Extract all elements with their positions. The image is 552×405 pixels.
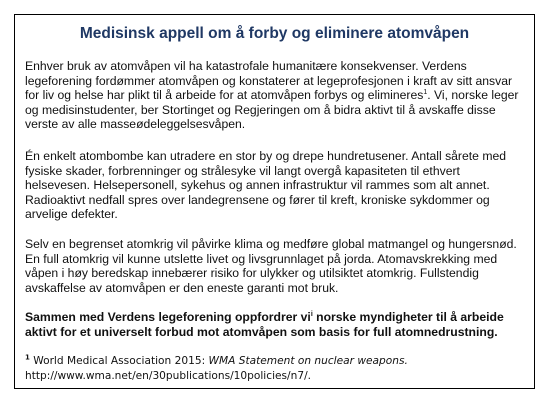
footnote-text: World Medical Association 2015: bbox=[29, 355, 209, 367]
page-title: Medisinsk appell om å forby og eliminere atomvåpen bbox=[79, 25, 470, 42]
paragraph-2-line-1: Én enkelt atombombe kan utradere en stor by og drepe hundretusener. Antall sårete med bbox=[25, 149, 507, 163]
footnote-title: WMA Statement on nuclear weapons. bbox=[208, 355, 408, 367]
footnote-url: http://www.wma.net/en/30publications/10policies/n7/. bbox=[25, 370, 312, 382]
paragraph-2-line-2: fysiske skader, forbrenninger og strålesyke vil langt overgå kapasiteten til ethvert bbox=[25, 163, 460, 178]
paragraph-4-line-1-tail: norske myndigheter til å arbeide bbox=[312, 310, 504, 324]
paragraph-4-line-2: aktivt for et universelt forbud mot atomvåpen som basis for full atomnedrustning. bbox=[25, 324, 498, 339]
footnote-marker: 1 bbox=[25, 353, 30, 362]
paragraph-1 bbox=[25, 59, 529, 132]
footnote-line-1 bbox=[25, 354, 529, 369]
paragraph-2 bbox=[25, 149, 529, 222]
paragraph-4-line-1-head: Sammen med Verdens legeforening oppfordrer vi bbox=[25, 310, 311, 324]
paragraph-1-line-3-text: for liv og helse har plikt til å arbeide for at atomvåpen forbys og elimineres bbox=[25, 88, 424, 103]
footnote bbox=[25, 354, 529, 384]
paragraph-2-line-3: helsevesen. Helsepersonell, sykehus og annen infrastruktur vil rammes som alt annet. bbox=[25, 178, 490, 193]
paragraph-4-call-to-action bbox=[25, 310, 529, 339]
paragraph-2-line-5: arvelige defekter. bbox=[25, 207, 118, 222]
paragraph-3-line-3: våpen i høy beredskap innebærer risiko for ulykker og utilsiktet atomkrig. Fullstendig bbox=[25, 266, 479, 281]
paragraph-2-line-4: Radioaktivt nedfall spres over landegrensene og fører til kreft, kroniske sykdommer og bbox=[25, 192, 490, 207]
paragraph-1-line-4: og medisinstudenter, ber Stortinget og Regjeringen om å bidra aktivt til å avskaffe disse bbox=[25, 102, 496, 117]
paragraph-1-line-1: Enhver bruk av atomvåpen vil ha katastrofale humanitære konsekvenser. Verdens bbox=[25, 59, 467, 73]
paragraph-4-line-1 bbox=[25, 310, 529, 325]
paragraph-1-line-5: verste av alle masseødeleggelsesvåpen. bbox=[25, 117, 246, 132]
paragraph-1-line-3-tail: . Vi, norske leger bbox=[427, 88, 519, 103]
paragraph-3-line-2: En full atomkrig vil kunne utslette livet og livsgrunnlaget på jorda. Atomavskrekking med bbox=[25, 251, 498, 266]
paragraph-3 bbox=[25, 237, 529, 295]
paragraph-3-line-1: Selv en begrenset atomkrig vil påvirke klima og medføre global matmangel og hungersnød. bbox=[25, 237, 517, 251]
footnote-reference: 1 bbox=[423, 89, 428, 97]
footnote-reference-i: i bbox=[310, 310, 313, 318]
paragraph-1-line-3 bbox=[25, 88, 529, 103]
paragraph-1-line-2: legeforening fordømmer atomvåpen og konstaterer at legeprofesjonen i kraft av sitt ansvar bbox=[25, 73, 513, 88]
paragraph-3-line-4: avskaffelse av atomvåpen er den eneste garanti mot bruk. bbox=[25, 280, 339, 295]
appeal-box bbox=[14, 14, 535, 389]
